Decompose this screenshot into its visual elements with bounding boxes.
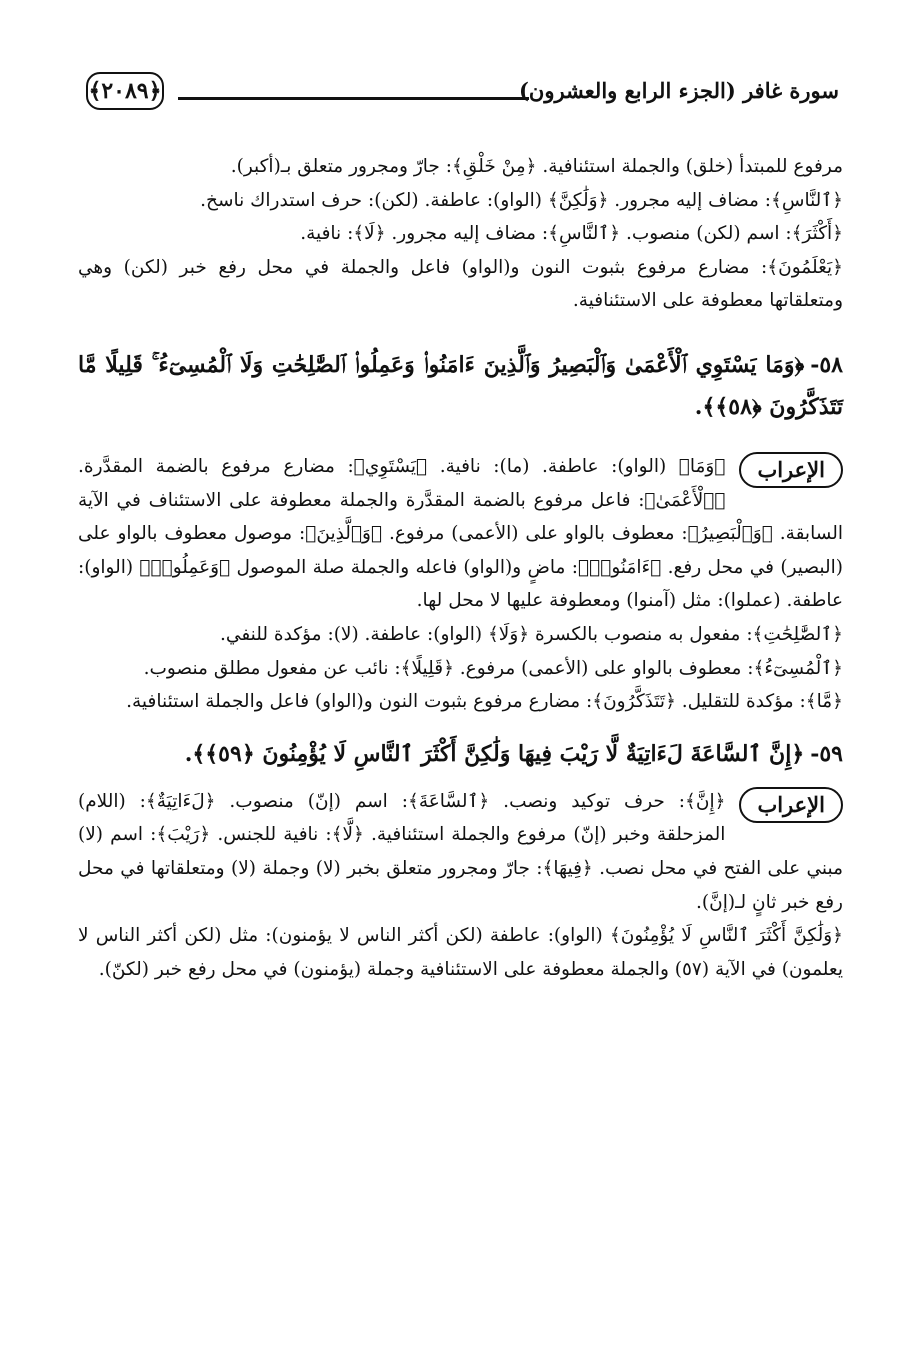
irab-59-block bbox=[78, 785, 843, 987]
irab-58-para-2: ﴿ٱلصَّٰلِحَٰتِ﴾: مفعول به منصوب بالكسرة ﴿وَلَا﴾ (الواو): عاطفة. (لا): مؤكدة للنفي. bbox=[220, 623, 843, 645]
irab-label: الإعراب bbox=[739, 787, 843, 823]
irab-58-para-4: ﴿مَّا﴾: مؤكدة للتقليل. ﴿تَتَذَكَّرُونَ﴾: مضارع مرفوع بثبوت النون و(الواو) فاعل والجملة استئنافية. bbox=[126, 691, 843, 713]
intro-line-2: ﴿ٱلنَّاسِ﴾: مضاف إليه مجرور. ﴿وَلَٰكِنَّ﴾ (الواو): عاطفة. (لكن): حرف استدراك ناسخ. bbox=[200, 189, 843, 211]
verse-59-number: ٥٩- bbox=[810, 740, 843, 767]
irab-58-block bbox=[78, 450, 843, 719]
intro-line-3: ﴿أَكْثَرَ﴾: اسم (لكن) منصوب. ﴿ٱلنَّاسِ﴾: مضاف إليه مجرور. ﴿لَا﴾: نافية. bbox=[300, 223, 843, 245]
irab-58-para-1: ﴿وَمَا﴾ (الواو): عاطفة. (ما): نافية. ﴿يَسْتَوِي﴾: مضارع مرفوع بالضمة المقدَّرة. ﴿ٱلْأَعْمَىٰ﴾: فاعل مرفوع بالضمة المقدَّرة والجملة معطوفة على الاستئناف في الآية السابقة. ﴿وَٱلْبَصِيرُ﴾: معطوف بالواو على (الأعمى) مرفوع. ﴿وَٱلَّذِينَ﴾: موصول معطوف بالواو على (البصير) في محل رفع. ﴿ءَامَنُوا۟﴾: ماضٍ و(الواو) فاعله والجملة صلة الموصول ﴿وَعَمِلُوا۟﴾ (الواو): عاطفة. (عملوا): مثل (آمنوا) ومعطوفة عليها لا محل لها. bbox=[78, 455, 843, 612]
irab-59-para-2: ﴿وَلَٰكِنَّ أَكْثَرَ ٱلنَّاسِ لَا يُؤْمِنُونَ﴾ (الواو): عاطفة (لكن أكثر الناس لا يؤمنون): مثل (لكن أكثر الناس لا يعلمون) في الآية (٥٧) والجملة معطوفة على الاستئنافية وجملة (يؤمنون) في محل رفع خبر (لكنّ). bbox=[78, 925, 843, 980]
page-header bbox=[86, 70, 839, 114]
irab-label: الإعراب bbox=[739, 452, 843, 488]
page-body bbox=[78, 150, 843, 986]
verse-58-text: ﴿وَمَا يَسْتَوِي ٱلْأَعْمَىٰ وَٱلْبَصِيرُ وَٱلَّذِينَ ءَامَنُوا۟ وَعَمِلُوا۟ ٱلصَّٰلِحَٰتِ وَلَا ٱلْمُسِىٓءُ ۚ قَلِيلًا مَّا تَتَذَكَّرُونَ ﴿٥٨﴾﴾. bbox=[78, 351, 843, 420]
intro-line-1: مرفوع للمبتدأ (خلق) والجملة استئنافية. ﴿مِنْ خَلْقِ﴾: جارّ ومجرور متعلق بـ(أكبر). bbox=[230, 156, 843, 177]
verse-59-text: ﴿إِنَّ ٱلسَّاعَةَ لَءَاتِيَةٌ لَّا رَيْبَ فِيهَا وَلَٰكِنَّ أَكْثَرَ ٱلنَّاسِ لَا يُؤْمِنُونَ ﴿٥٩﴾﴾. bbox=[184, 740, 805, 767]
verse-58-number: ٥٨- bbox=[810, 351, 843, 378]
header-rule bbox=[178, 97, 529, 100]
running-title: سورة غافر (الجزء الرابع والعشرون) bbox=[518, 78, 839, 103]
verse-58 bbox=[78, 344, 843, 428]
irab-58-para-3: ﴿ٱلْمُسِىٓءُ﴾: معطوف بالواو على (الأعمى) مرفوع. ﴿قَلِيلًا﴾: نائب عن مفعول مطلق منصوب. bbox=[143, 657, 843, 679]
page-number: ﴿٢٠٨٩﴾ bbox=[86, 72, 164, 110]
irab-59-para-1: ﴿إِنَّ﴾: حرف توكيد ونصب. ﴿ٱلسَّاعَةَ﴾: اسم (إنّ) منصوب. ﴿لَءَاتِيَةٌ﴾: (اللام) المزحلقة وخبر (إنّ) مرفوع والجملة استئنافية. ﴿لَّا﴾: نافية للجنس. ﴿رَيْبَ﴾: اسم (لا) مبني على الفتح في محل نصب. ﴿فِيهَا﴾: جارّ ومجرور متعلق بخبر (لا) وجملة (لا) ومتعلقاتها في محل رفع خبر ثانٍ لـ(إنَّ). bbox=[78, 790, 843, 913]
intro-line-4: ﴿يَعْلَمُونَ﴾: مضارع مرفوع بثبوت النون و(الواو) فاعل والجملة في محل رفع خبر (لكن) وهي ومتعلقاتها معطوفة على الاستئنافية. bbox=[78, 256, 843, 312]
verse-59 bbox=[78, 733, 843, 775]
